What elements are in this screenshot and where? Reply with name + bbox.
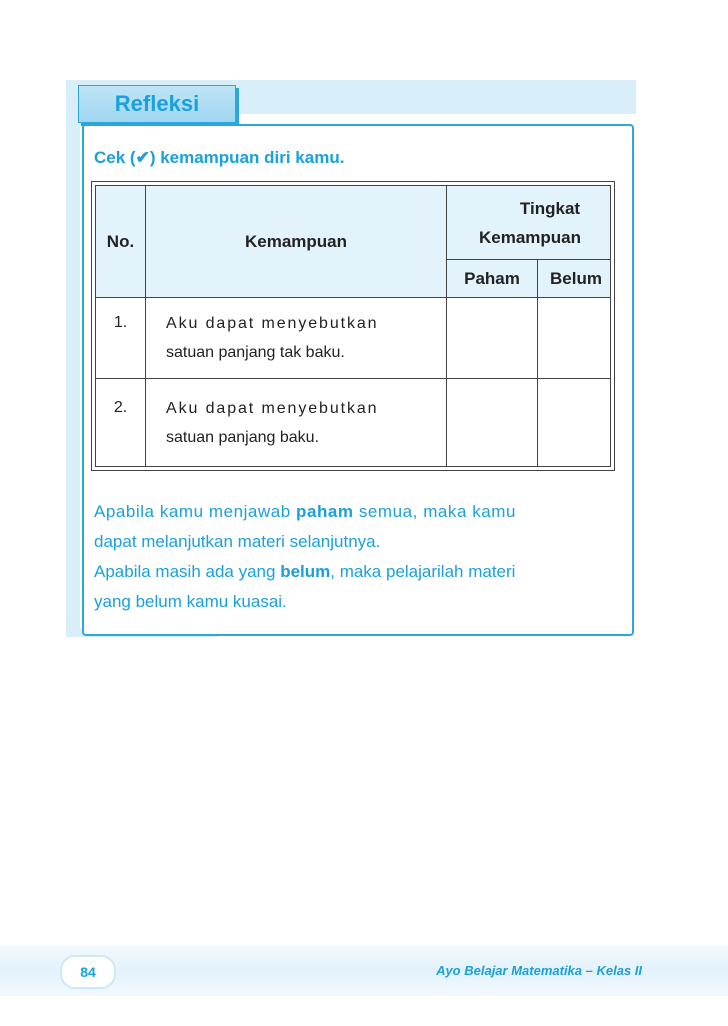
para-line4: yang belum kamu kuasai. (94, 592, 287, 611)
row-1-paham-checkbox[interactable] (447, 298, 537, 378)
closing-paragraph (94, 497, 614, 617)
para-line1-post: semua, maka kamu (353, 502, 517, 521)
instruction-text: Cek (✔) kemampuan diri kamu. (94, 148, 345, 167)
row-1-text-line2: satuan panjang tak baku. (166, 344, 345, 361)
row-2-number: 2. (113, 399, 128, 416)
header-kemampuan: Kemampuan (244, 231, 348, 251)
para-keyword-belum: belum (280, 562, 331, 581)
table-row (96, 310, 145, 336)
row-1-belum-checkbox[interactable] (538, 298, 614, 378)
row-1-text-line1: Aku dapat menyebutkan (166, 315, 379, 332)
page-number: 84 (80, 964, 96, 980)
table-row (96, 395, 145, 421)
row-2-text-line1: Aku dapat menyebutkan (166, 400, 379, 417)
para-line1-pre: Apabila kamu menjawab (94, 502, 297, 521)
section-title: Refleksi (114, 91, 200, 116)
self-assessment-table (91, 181, 615, 471)
para-line3-pre: Apabila masih ada yang (94, 562, 281, 581)
header-no: No. (106, 231, 135, 251)
row-2-paham-checkbox[interactable] (447, 379, 537, 465)
row-2-text-line2: satuan panjang baku. (166, 429, 320, 446)
header-tingkat-line2: Kemampuan (478, 228, 582, 247)
header-tingkat-line1: Tingkat (519, 199, 581, 218)
frame-left-band (66, 80, 80, 637)
header-paham: Paham (464, 268, 520, 288)
para-line2: dapat melanjutkan materi selanjutnya. (94, 532, 381, 551)
row-2-belum-checkbox[interactable] (538, 379, 614, 465)
para-keyword-paham: paham (296, 502, 354, 521)
para-line3-post: , maka pelajarilah materi (330, 562, 516, 581)
row-1-number: 1. (113, 314, 128, 331)
section-title-tab (78, 85, 236, 123)
page-number-badge (60, 955, 116, 989)
header-belum: Belum (550, 268, 602, 288)
book-title: Ayo Belajar Matematika – Kelas II (436, 963, 642, 978)
